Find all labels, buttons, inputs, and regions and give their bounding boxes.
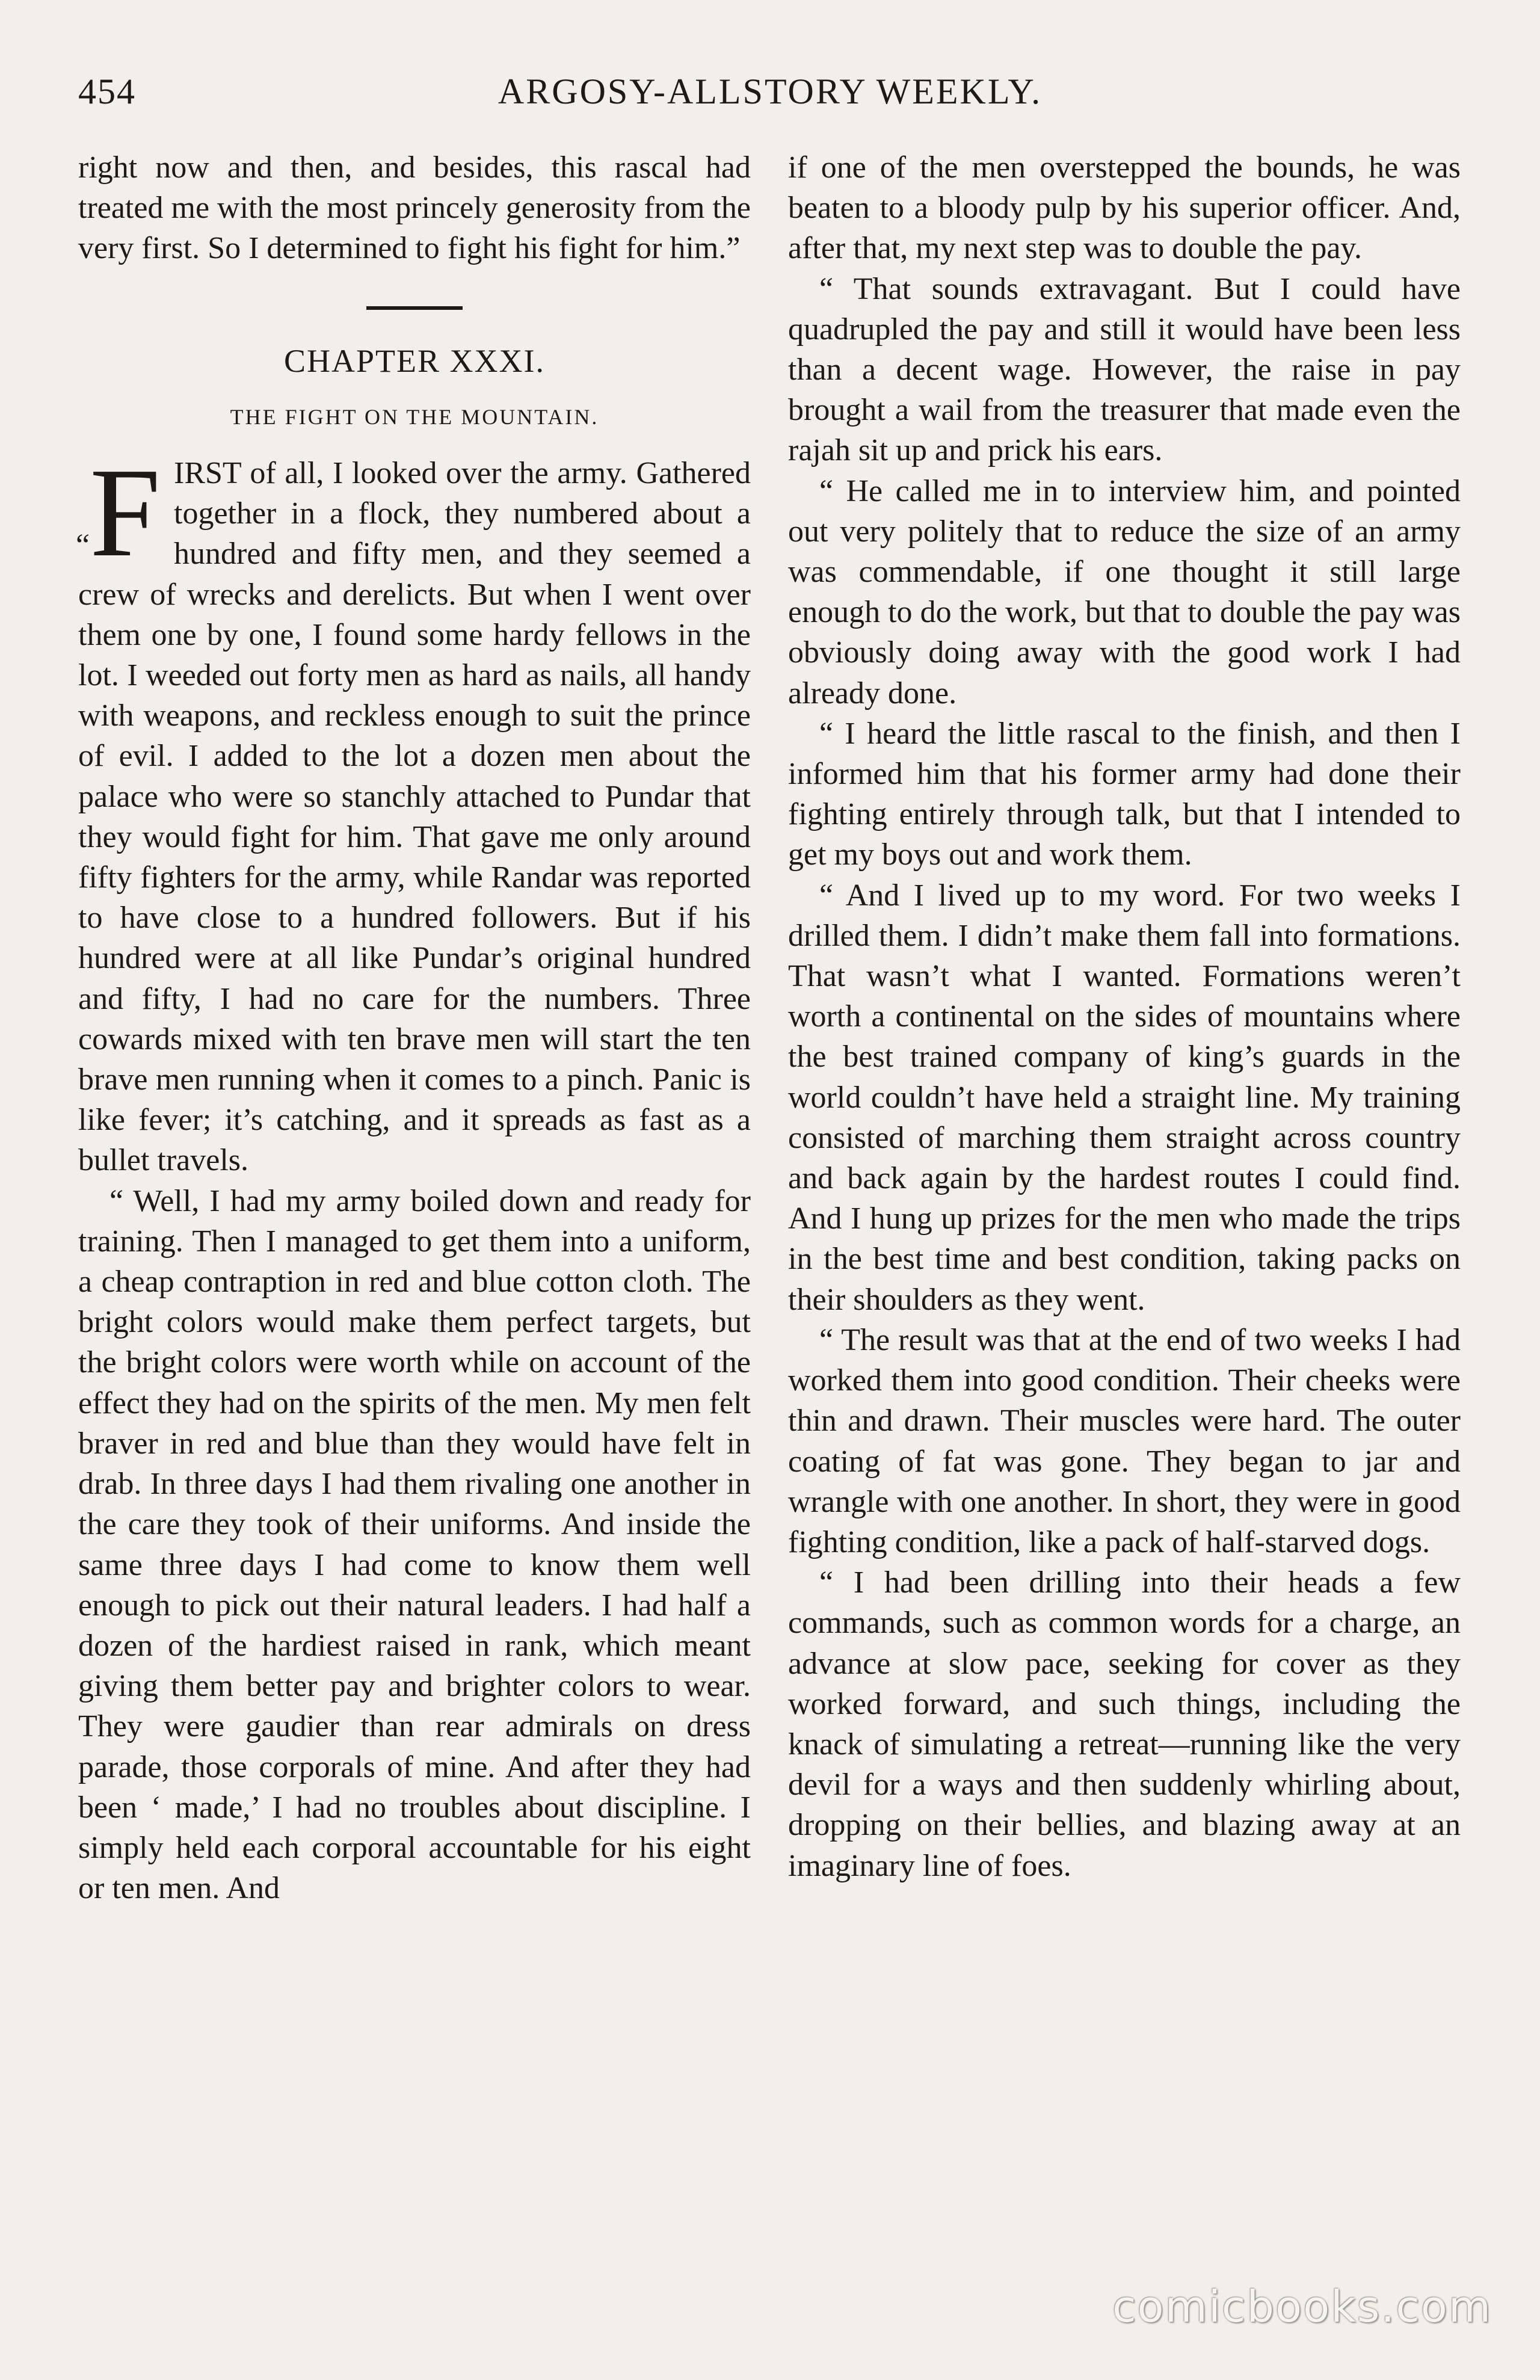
section-divider	[366, 306, 463, 310]
paragraph: “ Well, I had my army boiled down and ready for training. Then I managed to get them into a uniform, a cheap contraption in red and blue cotton cloth. The bright colors would make them perfect targets, but the bright colors were worth while on account of the effect they had on the spirits of the men. My men felt braver in red and blue than they would have felt in drab. In three days I had them rivaling one another in the care they took of their uniforms. And inside the same three days I had come to know them well enough to pick out their natural leaders. I had half a dozen of the hardiest raised in rank, which meant giving them better pay and brighter colors to wear. They were gaudier than rear admirals on dress parade, those corporals of mine. And after they had been ‘ made,’ I had no troubles about discipline. I simply held each corporal accountable for his eight or ten men. And	[78, 1183, 751, 1906]
drop-cap-quote: “	[76, 528, 90, 563]
paragraph: “ He called me in to interview him, and pointed out very politely that to reduce the size of an army was commendable, if one thought it still large enough to do the work, but that to double the pay was obviously doing away with the good work I had already done.	[788, 473, 1461, 711]
paragraph: “ That sounds extravagant. But I could have quadrupled the pay and still it would have been less than a decent wage. However, the raise in pay brought a wail from the treasurer that made even the rajah sit up and prick his ears.	[788, 271, 1461, 468]
opening-paragraph	[76, 442, 751, 1181]
running-head	[78, 71, 1462, 125]
drop-cap	[76, 442, 161, 584]
site-watermark: comicbooks.com	[1112, 2281, 1492, 2332]
continuation-paragraph: right now and then, and besides, this rascal had treated me with the most princely generosity from the very first. So I determined to fight his fight for him.”	[78, 150, 751, 266]
right-column	[788, 147, 1461, 1886]
paragraph: “ The result was that at the end of two weeks I had worked them into good condition. Their cheeks were thin and drawn. Their muscles were hard. The outer coating of fat was gone. They began to jar and wrangle with one another. In short, they were in good fighting condition, like a pack of half-starved dogs.	[788, 1322, 1461, 1559]
chapter-heading: CHAPTER XXXI.	[283, 342, 545, 379]
paragraph: “ I heard the little rascal to the finish, and then I informed him that his former army had done their fighting entirely through talk, but that I intended to get my boys out and work them.	[788, 716, 1461, 872]
paragraph: if one of the men overstepped the bounds, he was beaten to a bloody pulp by his superior officer. And, after that, my next step was to double the pay.	[788, 150, 1461, 266]
page-number: 454	[78, 72, 136, 111]
paragraph: “ And I lived up to my word. For two weeks I drilled them. I didn’t make them fall into formations. That wasn’t what I wanted. Formations weren’t worth a continental on the sides of mountains where the best trained company of king’s guards in the world couldn’t have held a straight line. My training consisted of marching them straight across country and back again by the hardest routes I could find. And I hung up prizes for the men who made the trips in the best time and best condition, taking packs on their shoulders as they went.	[788, 878, 1461, 1317]
opening-paragraph-text: IRST of all, I looked over the army. Gathered together in a flock, they numbered about a hundred and fifty men, and they seemed a crew of wrecks and derelicts. But when I went over them one by one, I found some hardy fellows in the lot. I weeded out forty men as hard as nails, all handy with weapons, and reckless enough to suit the prince of evil. I added to the lot a dozen men about the palace who were so stanchly attached to Pundar that they would fight for him. That gave me only around fifty fighters for the army, while Randar was reported to have close to a hundred followers. But if his hundred were at all like Pundar’s original hundred and fifty, I had no care for the numbers. Three cowards mixed with ten brave men will start the ten brave men running when it comes to a pinch. Panic is like fever; it’s catching, and it spreads as fast as a bullet travels.	[78, 456, 751, 1178]
left-column	[78, 147, 751, 1908]
paragraph: “ I had been drilling into their heads a few commands, such as common words for a charge, an advance at slow pace, seeking for cover as they worked forward, and such things, including the knack of simulating a retreat—running like the very devil for a ways and then suddenly whirling about, dropping on their bellies, and blazing away at an imaginary line of foes.	[788, 1565, 1461, 1883]
chapter-subtitle: THE FIGHT ON THE MOUNTAIN.	[230, 404, 599, 429]
drop-cap-letter: F	[90, 442, 161, 584]
magazine-title: ARGOSY-ALLSTORY WEEKLY.	[497, 72, 1043, 111]
